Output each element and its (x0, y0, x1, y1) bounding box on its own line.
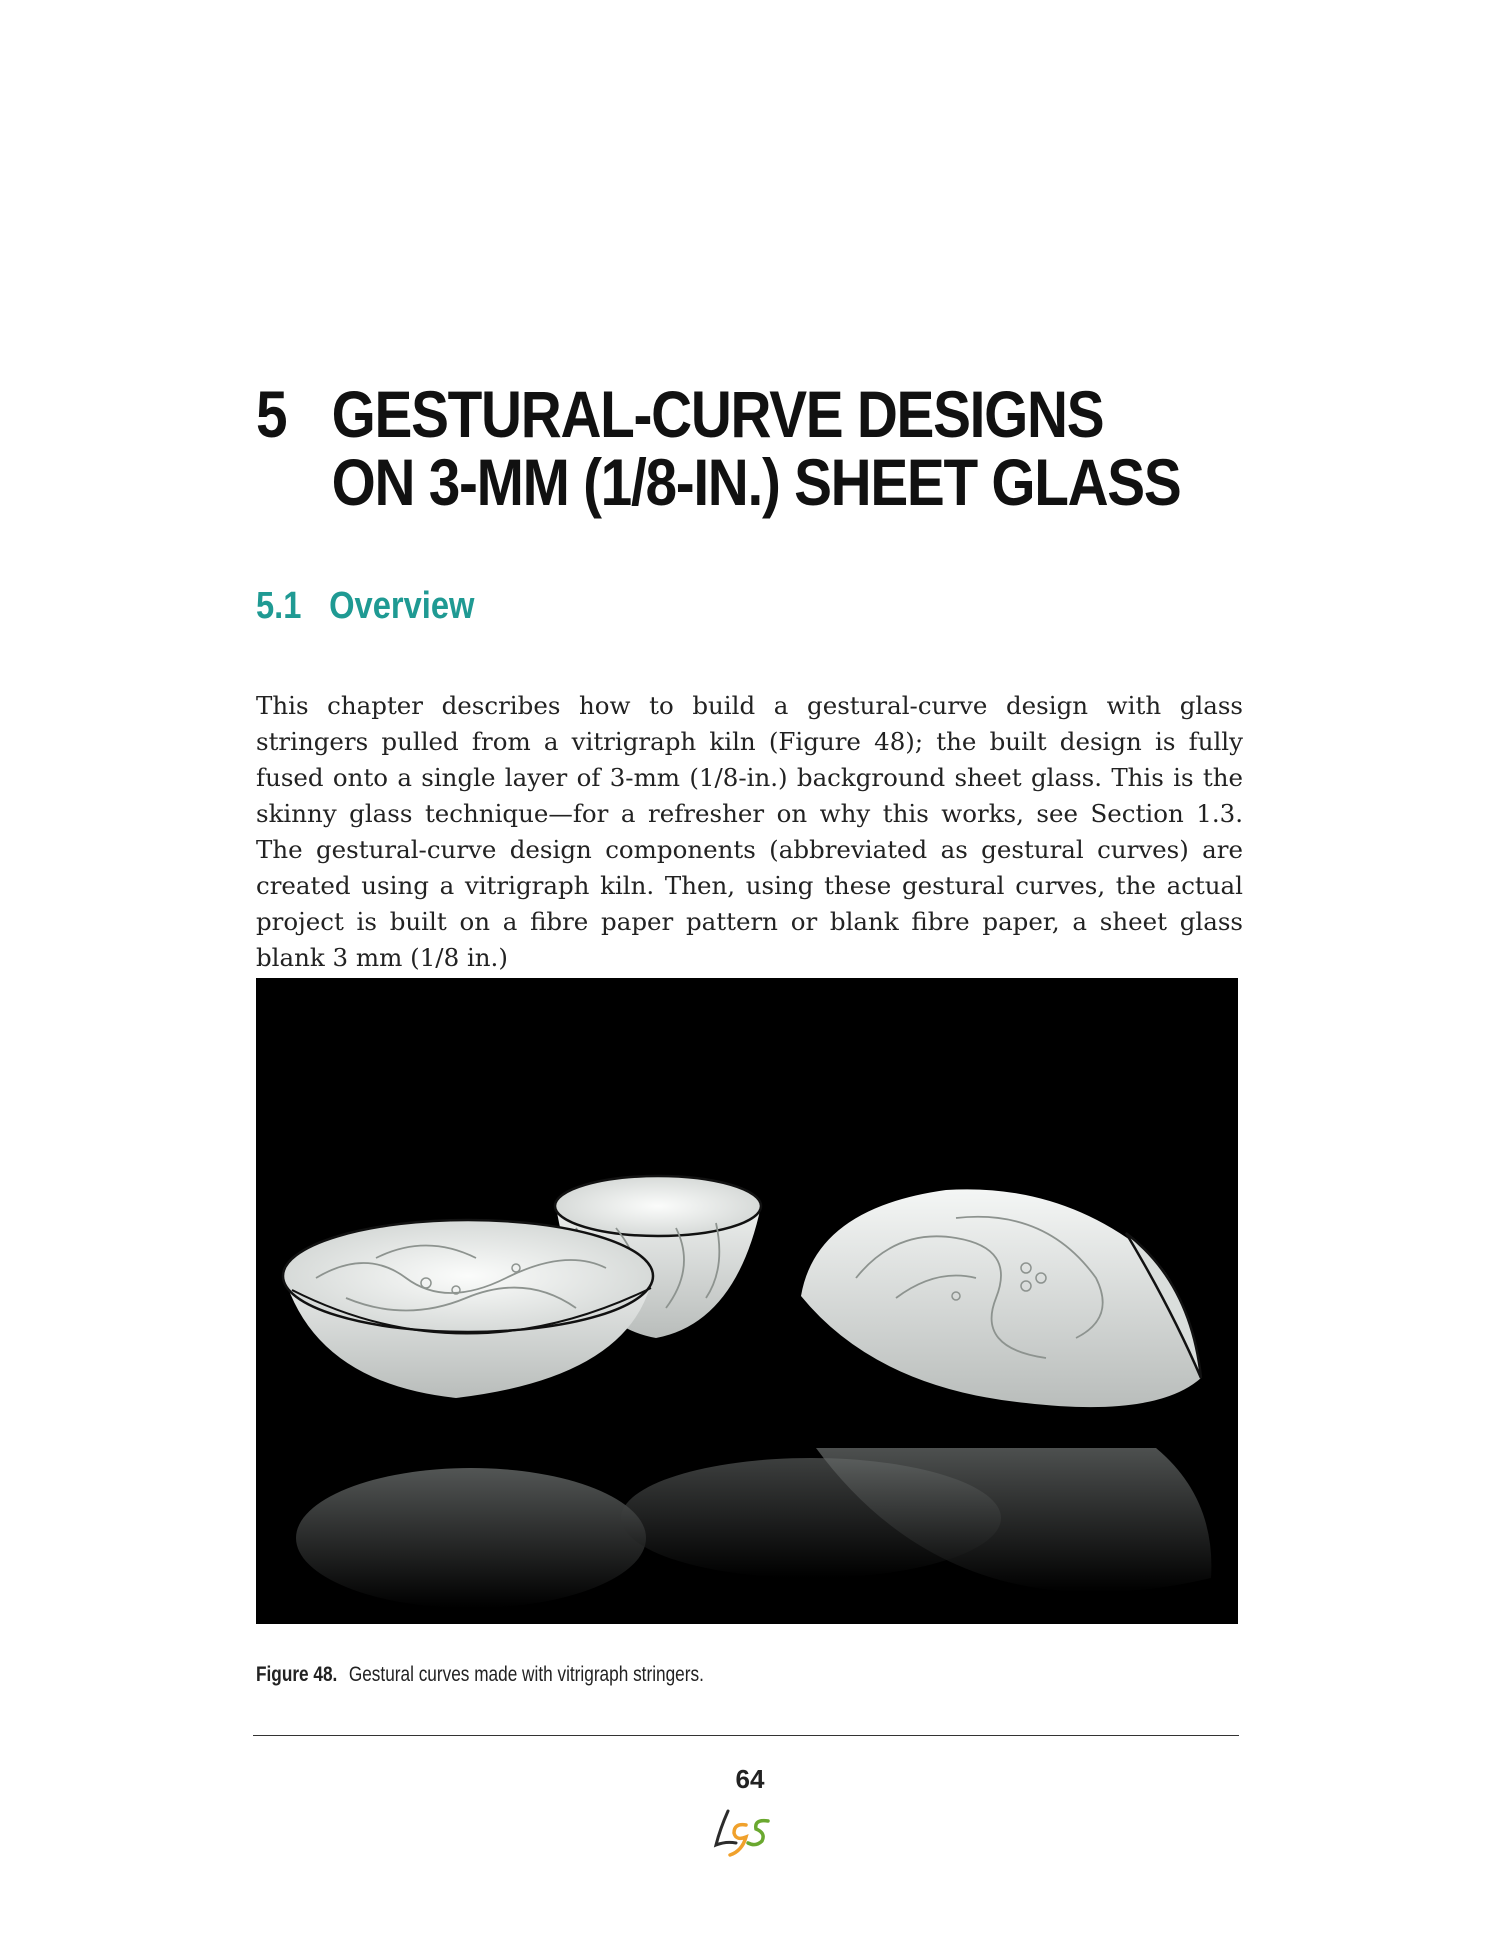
chapter-number: 5 (256, 377, 287, 451)
figure-caption-text: Gestural curves made with vitrigraph stringers. (348, 1663, 704, 1686)
page-number: 64 (735, 1764, 765, 1794)
footer-divider (253, 1735, 1239, 1736)
section-number: 5.1 (256, 585, 302, 627)
figure-photo (256, 978, 1238, 1624)
chapter-title-text: GESTURAL-CURVE DESIGNS ON 3-MM (1/8-IN.) SHEET GLASS (331, 377, 1181, 519)
section-heading (256, 584, 474, 628)
chapter-title (256, 377, 1181, 519)
glass-bowls-photo (256, 978, 1238, 1624)
figure-label: Figure 48. (256, 1663, 338, 1686)
figure-caption (256, 1663, 704, 1687)
section-title: Overview (329, 585, 475, 627)
body-paragraph: This chapter describes how to build a gestural-curve design with glass stringers pulled from a vitrigraph kiln (Figure 48); the built design is fully fused onto a single layer of 3-mm (1/8-in.) background sheet glass. This is the skinny glass technique—for a refresher on why this works, see Section 1.3. The gestural-curve design components (abbreviated as gestural curves) are created using a vitrigraph kiln. Then, using these gestural curves, the actual project is built on a fibre paper pattern or blank fibre paper, a sheet glass blank 3 mm (1/8 in.) (256, 691, 1243, 972)
publisher-logo (706, 1805, 778, 1861)
